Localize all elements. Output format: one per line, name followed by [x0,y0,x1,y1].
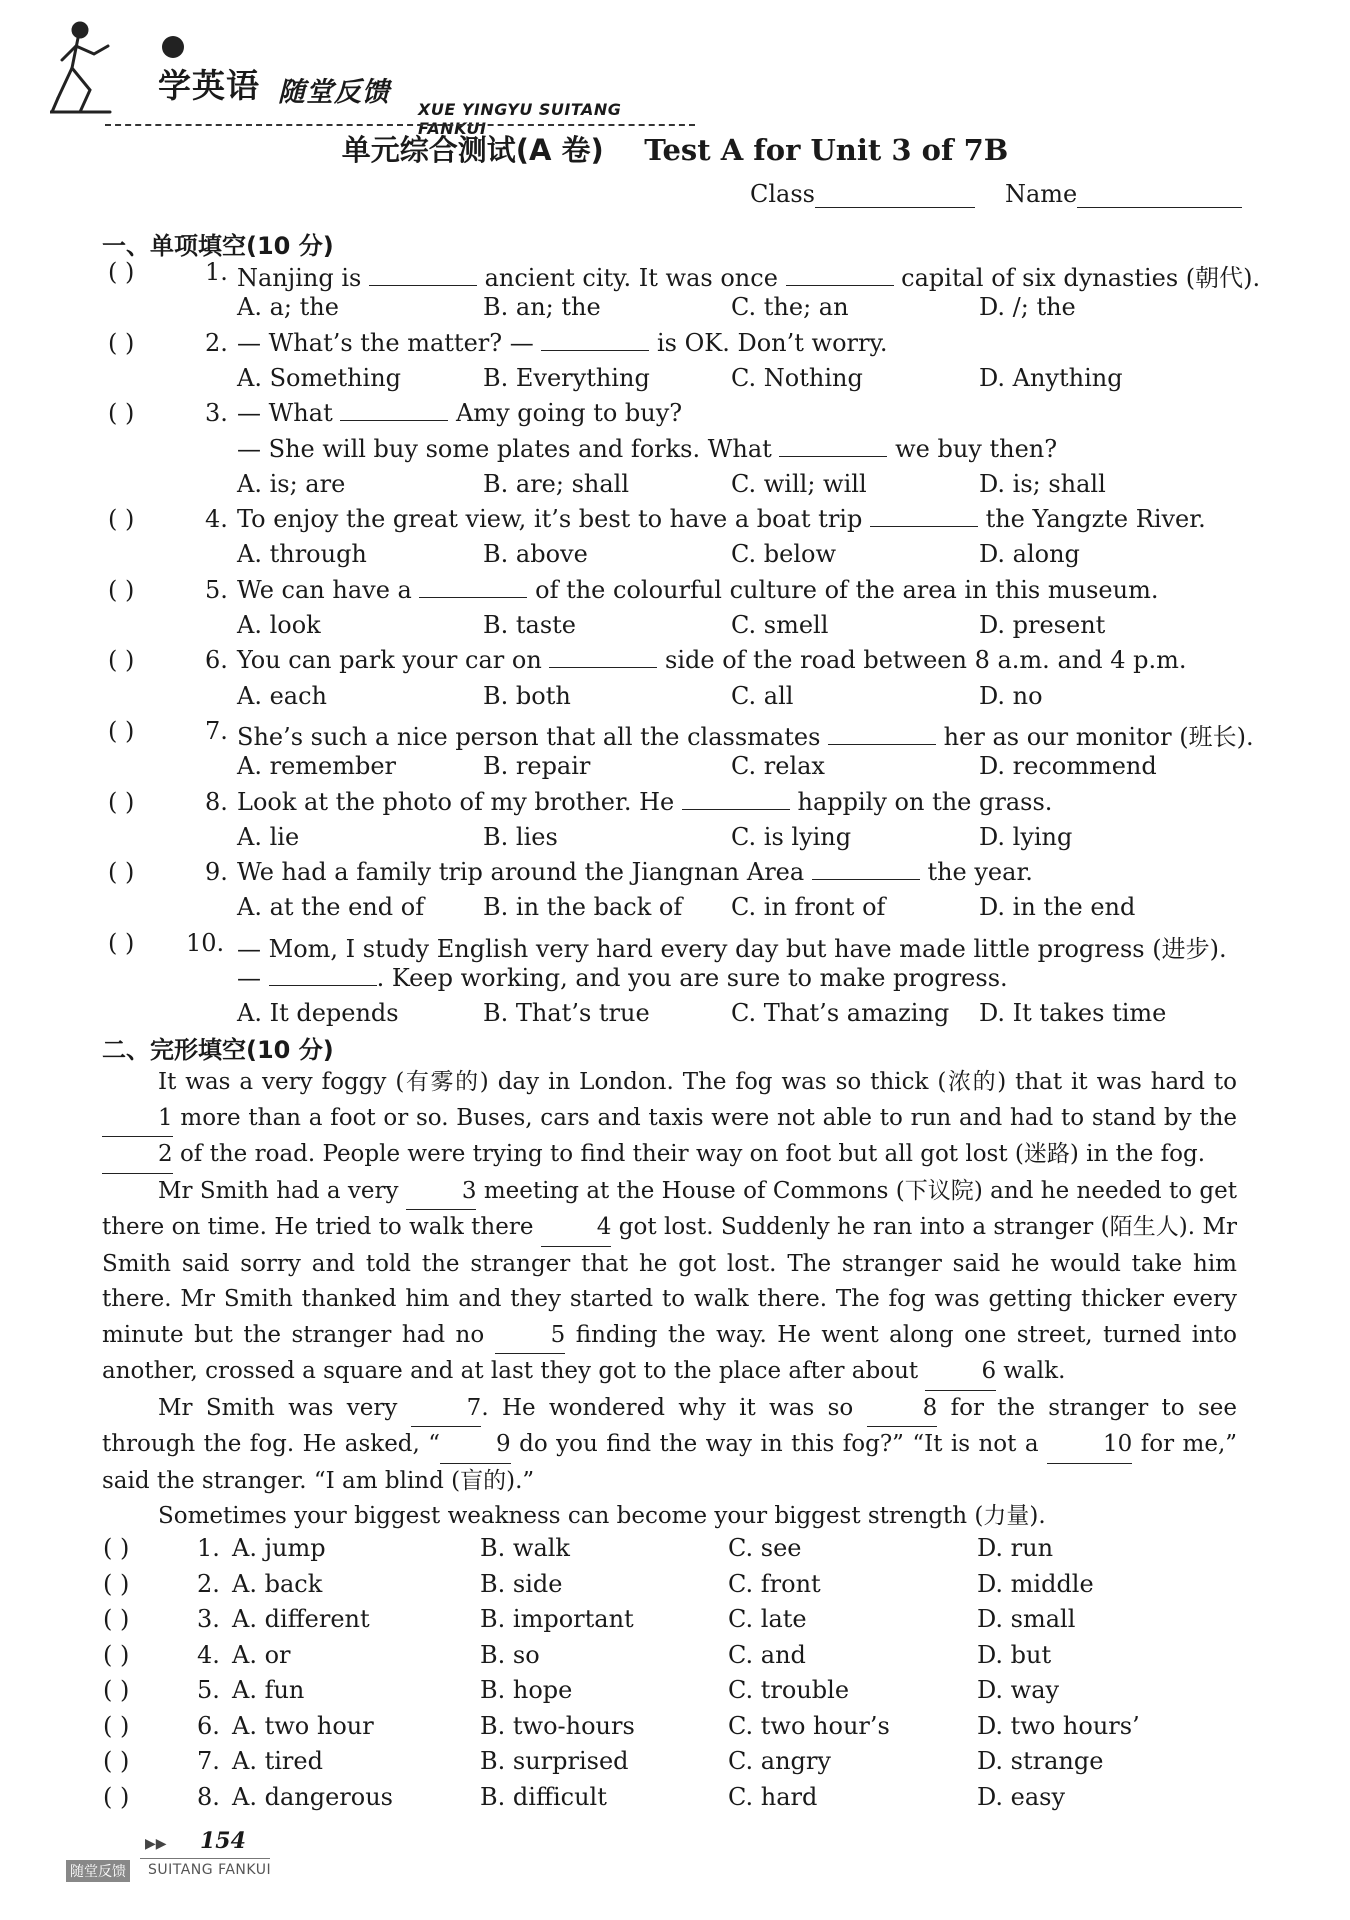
passage-text: do you find the way in this fog?” “It is not a [510,1431,1047,1457]
option-b[interactable]: B. both [483,681,571,710]
passage-paragraph: Sometimes your biggest weakness can become your biggest strength (力量). [158,1503,1046,1529]
option-a[interactable]: A. lie [237,822,300,851]
question-number: 3. [205,399,228,428]
option-b[interactable]: B. repair [483,752,591,781]
option-a[interactable]: A. dangerous [232,1782,393,1811]
option-c[interactable]: C. see [728,1534,802,1562]
passage-text: It was a very foggy (有雾的) day in London. The fog was so thick (浓的) that it was hard to [158,1069,1237,1095]
option-c[interactable]: C. below [731,540,836,569]
arrow-icon: ▶▶ [145,1836,167,1852]
option-d[interactable]: D. two hours’ [977,1711,1140,1740]
passage-paragraph [102,1391,1237,1500]
question-text-part: — Mom, I study English very hard every day but have made little progress (进步). [237,934,1227,963]
option-c[interactable]: C. the; an [731,293,849,322]
question-text [237,646,1186,674]
option-a[interactable]: A. a; the [237,293,339,322]
option-c[interactable]: C. and [728,1640,806,1669]
cloze-blank[interactable]: 4 [541,1210,612,1247]
cloze-blank[interactable]: 5 [495,1318,566,1355]
question-text-part: capital of six dynasties (朝代). [893,264,1261,292]
option-a[interactable]: A. at the end of [237,893,425,922]
question-text-part: We had a family trip around the Jiangnan Area [237,858,812,887]
option-b[interactable]: B. are; shall [483,469,630,498]
option-b[interactable]: B. two-hours [480,1711,635,1740]
answer-blank[interactable] [340,400,448,421]
option-c[interactable]: C. smell [731,611,829,639]
option-a[interactable]: A. remember [237,752,397,781]
option-c[interactable]: C. late [728,1605,807,1633]
title-en: Test A for Unit 3 of 7B [644,133,1009,167]
answer-blank[interactable] [541,330,649,351]
option-a[interactable]: A. back [232,1569,323,1598]
footer-brand: SUITANG FANKUI [148,1862,272,1878]
answer-paren[interactable]: ( ) [108,328,135,357]
question-text-part: her as our monitor (班长). [936,722,1254,751]
option-a[interactable]: A. It depends [237,999,399,1028]
question-text-part: — What’s the matter? — [237,328,542,357]
option-b[interactable]: B. an; the [483,293,601,322]
option-b[interactable]: B. in the back of [483,893,683,922]
option-d[interactable]: D. middle [977,1569,1094,1598]
cloze-blank[interactable]: 9 [440,1427,511,1464]
option-c[interactable]: C. hard [728,1782,818,1811]
question-number: 7. [197,1747,220,1775]
section2-heading: 二、完形填空(10 分) [102,1036,334,1064]
answer-paren[interactable]: ( ) [103,1605,130,1633]
option-a[interactable]: A. tired [232,1747,323,1775]
page-title [0,128,1350,169]
class-name-fields [750,180,1242,208]
section1-heading: 一、单项填空(10 分) [102,232,334,260]
question-number: 2. [197,1569,220,1598]
answer-blank[interactable] [828,724,936,745]
question-text-part: we buy then? [887,434,1058,463]
question-number: 8. [205,787,228,816]
cloze-blank[interactable]: 3 [406,1174,477,1211]
answer-paren[interactable]: ( ) [108,646,135,675]
cloze-blank[interactable]: 7 [411,1391,482,1428]
option-a[interactable]: A. different [232,1605,370,1633]
answer-blank[interactable] [369,265,477,286]
option-c[interactable]: C. will; will [731,469,867,498]
option-d[interactable]: D. no [979,681,1043,710]
title-cn: 单元综合测试(A 卷) [341,133,604,167]
passage-text: meeting at the House of Commons (下议院) and he needed to get there on time. He tried to walk there [102,1177,1237,1240]
question-number: 5. [197,1676,220,1704]
option-d[interactable]: D. lying [979,822,1073,851]
question-number: 3. [197,1605,220,1633]
question-text [237,258,1260,293]
question-text-part: Look at the photo of my brother. He [237,787,682,816]
option-a[interactable]: A. look [237,611,321,639]
option-a[interactable]: A. is; are [237,469,346,498]
answer-paren[interactable]: ( ) [103,1747,130,1775]
option-c[interactable]: C. in front of [731,893,886,922]
option-d[interactable]: D. way [977,1676,1060,1704]
question-number: 8. [197,1782,220,1811]
header-banner [50,20,670,138]
answer-paren[interactable]: ( ) [103,1640,130,1669]
class-label: Class [750,180,815,208]
answer-blank[interactable] [682,789,790,810]
question-text [237,329,887,357]
passage-text: more than a foot or so. Buses, cars and taxis were not able to run and had to stand by the [172,1104,1237,1131]
option-a[interactable]: A. Something [237,363,402,392]
passage-text: Mr Smith was very [158,1394,411,1421]
option-a[interactable]: A. or [232,1640,291,1669]
option-a[interactable]: A. two hour [232,1711,374,1740]
option-a[interactable]: A. fun [232,1676,305,1704]
brand-en: XUE YINGYU SUITANG FANKUI [418,100,622,138]
question-text-part: of the colourful culture of the area in this museum. [527,575,1159,604]
question-text [237,505,1206,533]
cloze-blank[interactable]: 2 [102,1137,173,1174]
cloze-blank[interactable]: 8 [867,1391,938,1428]
question-text-part: ancient city. It was once [476,264,786,292]
question-number: 1. [197,1534,220,1562]
question-text-part: the year. [919,858,1033,887]
option-b[interactable]: B. That’s true [483,999,650,1028]
question-text [237,576,1158,604]
cloze-passage [102,1065,1237,1535]
option-d[interactable]: D. recommend [979,752,1157,781]
option-c[interactable]: C. trouble [728,1676,850,1704]
option-c[interactable]: C. two hour’s [728,1711,890,1740]
question-text-part: the Yangzte River. [977,505,1206,534]
question-number: 6. [205,646,228,675]
runner-logo-icon [50,20,130,115]
question-text-part: side of the road between 8 a.m. and 4 p.m. [657,646,1187,675]
answer-paren[interactable]: ( ) [108,858,135,887]
option-b[interactable]: B. walk [480,1534,570,1562]
answer-paren[interactable]: ( ) [108,575,135,604]
question-text-part: You can park your car on [237,646,550,675]
question-text [237,929,1227,964]
passage-paragraph [102,1065,1237,1174]
question-number: 5. [205,575,228,604]
option-b[interactable]: B. difficult [480,1782,607,1811]
answer-paren[interactable]: ( ) [103,1676,130,1704]
option-b[interactable]: B. so [480,1640,540,1669]
option-c[interactable]: C. relax [731,752,825,781]
option-d[interactable]: D. is; shall [979,469,1106,498]
option-c[interactable]: C. all [731,681,794,710]
answer-paren[interactable]: ( ) [108,505,135,534]
passage-text: for the stranger to see through the fog. He asked, “ [102,1394,1237,1457]
question-number: 4. [197,1640,220,1669]
cloze-blank[interactable]: 6 [925,1354,996,1391]
question-number: 9. [205,858,228,887]
question-text-part: — What [237,399,341,428]
question-text-part: — [237,964,269,992]
option-c[interactable]: C. is lying [731,822,852,851]
question-text [237,788,1052,816]
answer-paren[interactable]: ( ) [103,1711,130,1740]
option-d[interactable]: D. easy [977,1782,1066,1811]
question-number: 1. [205,258,228,286]
answer-paren[interactable]: ( ) [103,1534,130,1562]
answer-blank[interactable] [779,436,887,457]
option-d[interactable]: D. in the end [979,893,1136,922]
option-b[interactable]: B. important [480,1605,634,1633]
page-number: 154 [200,1828,246,1854]
header-divider [105,124,695,126]
answer-blank[interactable] [549,647,657,668]
answer-paren[interactable]: ( ) [108,787,135,816]
answer-paren[interactable]: ( ) [103,1569,130,1598]
class-input-line[interactable] [815,185,975,208]
option-d[interactable]: D. along [979,540,1080,569]
answer-paren[interactable]: ( ) [108,399,135,428]
passage-text: of the road. People were trying to find their way on foot but all got lost (迷路) in the fog. [172,1141,1206,1167]
footer-badge: 随堂反馈 [66,1860,130,1882]
option-b[interactable]: B. side [480,1569,563,1598]
question-text [237,964,1008,992]
option-d[interactable]: D. small [977,1605,1076,1633]
question-text-part: To enjoy the great view, it’s best to have a boat trip [237,505,870,534]
option-d[interactable]: D. run [977,1534,1054,1562]
question-text-part: Amy going to buy? [448,399,683,428]
question-text [237,399,682,427]
question-text-part: is OK. Don’t worry. [649,328,888,357]
name-input-line[interactable] [1077,185,1242,208]
brand-cn-suffix: 随堂反馈 [278,77,390,108]
question-text-part: happily on the grass. [789,787,1053,816]
answer-blank[interactable] [786,265,894,286]
option-c[interactable]: C. Nothing [731,363,863,392]
question-text-part: — She will buy some plates and forks. What [237,434,780,463]
option-a[interactable]: A. through [237,540,367,569]
answer-paren[interactable]: ( ) [108,258,135,286]
answer-paren[interactable]: ( ) [103,1782,130,1811]
answer-blank[interactable] [419,577,527,598]
passage-text: Mr Smith had a very [158,1177,406,1204]
option-b[interactable]: B. lies [483,822,558,851]
option-d[interactable]: D. Anything [979,363,1123,392]
option-c[interactable]: C. angry [728,1747,831,1775]
footer-divider [140,1858,270,1859]
option-b[interactable]: B. Everything [483,363,650,392]
option-d[interactable]: D. but [977,1640,1052,1669]
option-b[interactable]: B. surprised [480,1747,629,1775]
play-icon [162,36,184,58]
question-text-part: We can have a [237,575,420,604]
option-a[interactable]: A. jump [232,1534,326,1562]
question-number: 10. [186,928,225,957]
question-number: 2. [205,328,228,357]
question-number: 7. [205,716,228,745]
option-d[interactable]: D. present [979,611,1106,639]
passage-text: . He wondered why it was so [481,1394,867,1421]
option-b[interactable]: B. hope [480,1676,573,1704]
passage-text: walk. [996,1358,1066,1384]
passage-text: got lost. Suddenly he ran into a stranger (陌生人). Mr Smith said sorry and told the stranger that he got lost. The stranger said he would take him there. Mr Smith thanked him and they started to walk there. The fog was getting thicker every minute but the stranger had no [102,1214,1237,1348]
option-c[interactable]: C. front [728,1569,821,1598]
option-d[interactable]: D. /; the [979,293,1076,322]
cloze-blank[interactable]: 10 [1047,1427,1132,1464]
option-b[interactable]: B. taste [483,611,577,639]
answer-blank[interactable] [812,859,920,880]
question-text-part: She’s such a nice person that all the classmates [237,722,829,751]
cloze-blank[interactable]: 1 [102,1101,173,1138]
passage-paragraph [102,1174,1237,1391]
passage-text: finding the way. He went along one street, turned into another, crossed a square and at last they got to the place after about [102,1321,1237,1384]
option-d[interactable]: D. strange [977,1747,1104,1775]
question-text [237,717,1254,752]
answer-blank[interactable] [269,965,377,986]
answer-paren[interactable]: ( ) [108,928,135,957]
question-text [237,435,1057,463]
answer-blank[interactable] [870,506,978,527]
name-label: Name [1004,180,1078,208]
passage-text: for me,” said the stranger. “I am blind (盲的).” [102,1431,1238,1494]
answer-paren[interactable]: ( ) [108,716,135,745]
question-number: 6. [197,1711,220,1740]
question-text [237,858,1033,886]
option-a[interactable]: A. each [237,681,327,710]
option-b[interactable]: B. above [483,540,588,569]
option-c[interactable]: C. That’s amazing [731,999,950,1028]
question-number: 4. [205,505,228,534]
question-text-part: . Keep working, and you are sure to make progress. [376,964,1008,992]
question-text-part: Nanjing is [237,264,369,292]
brand-cn: 学英语 [158,66,260,105]
option-d[interactable]: D. It takes time [979,999,1167,1028]
